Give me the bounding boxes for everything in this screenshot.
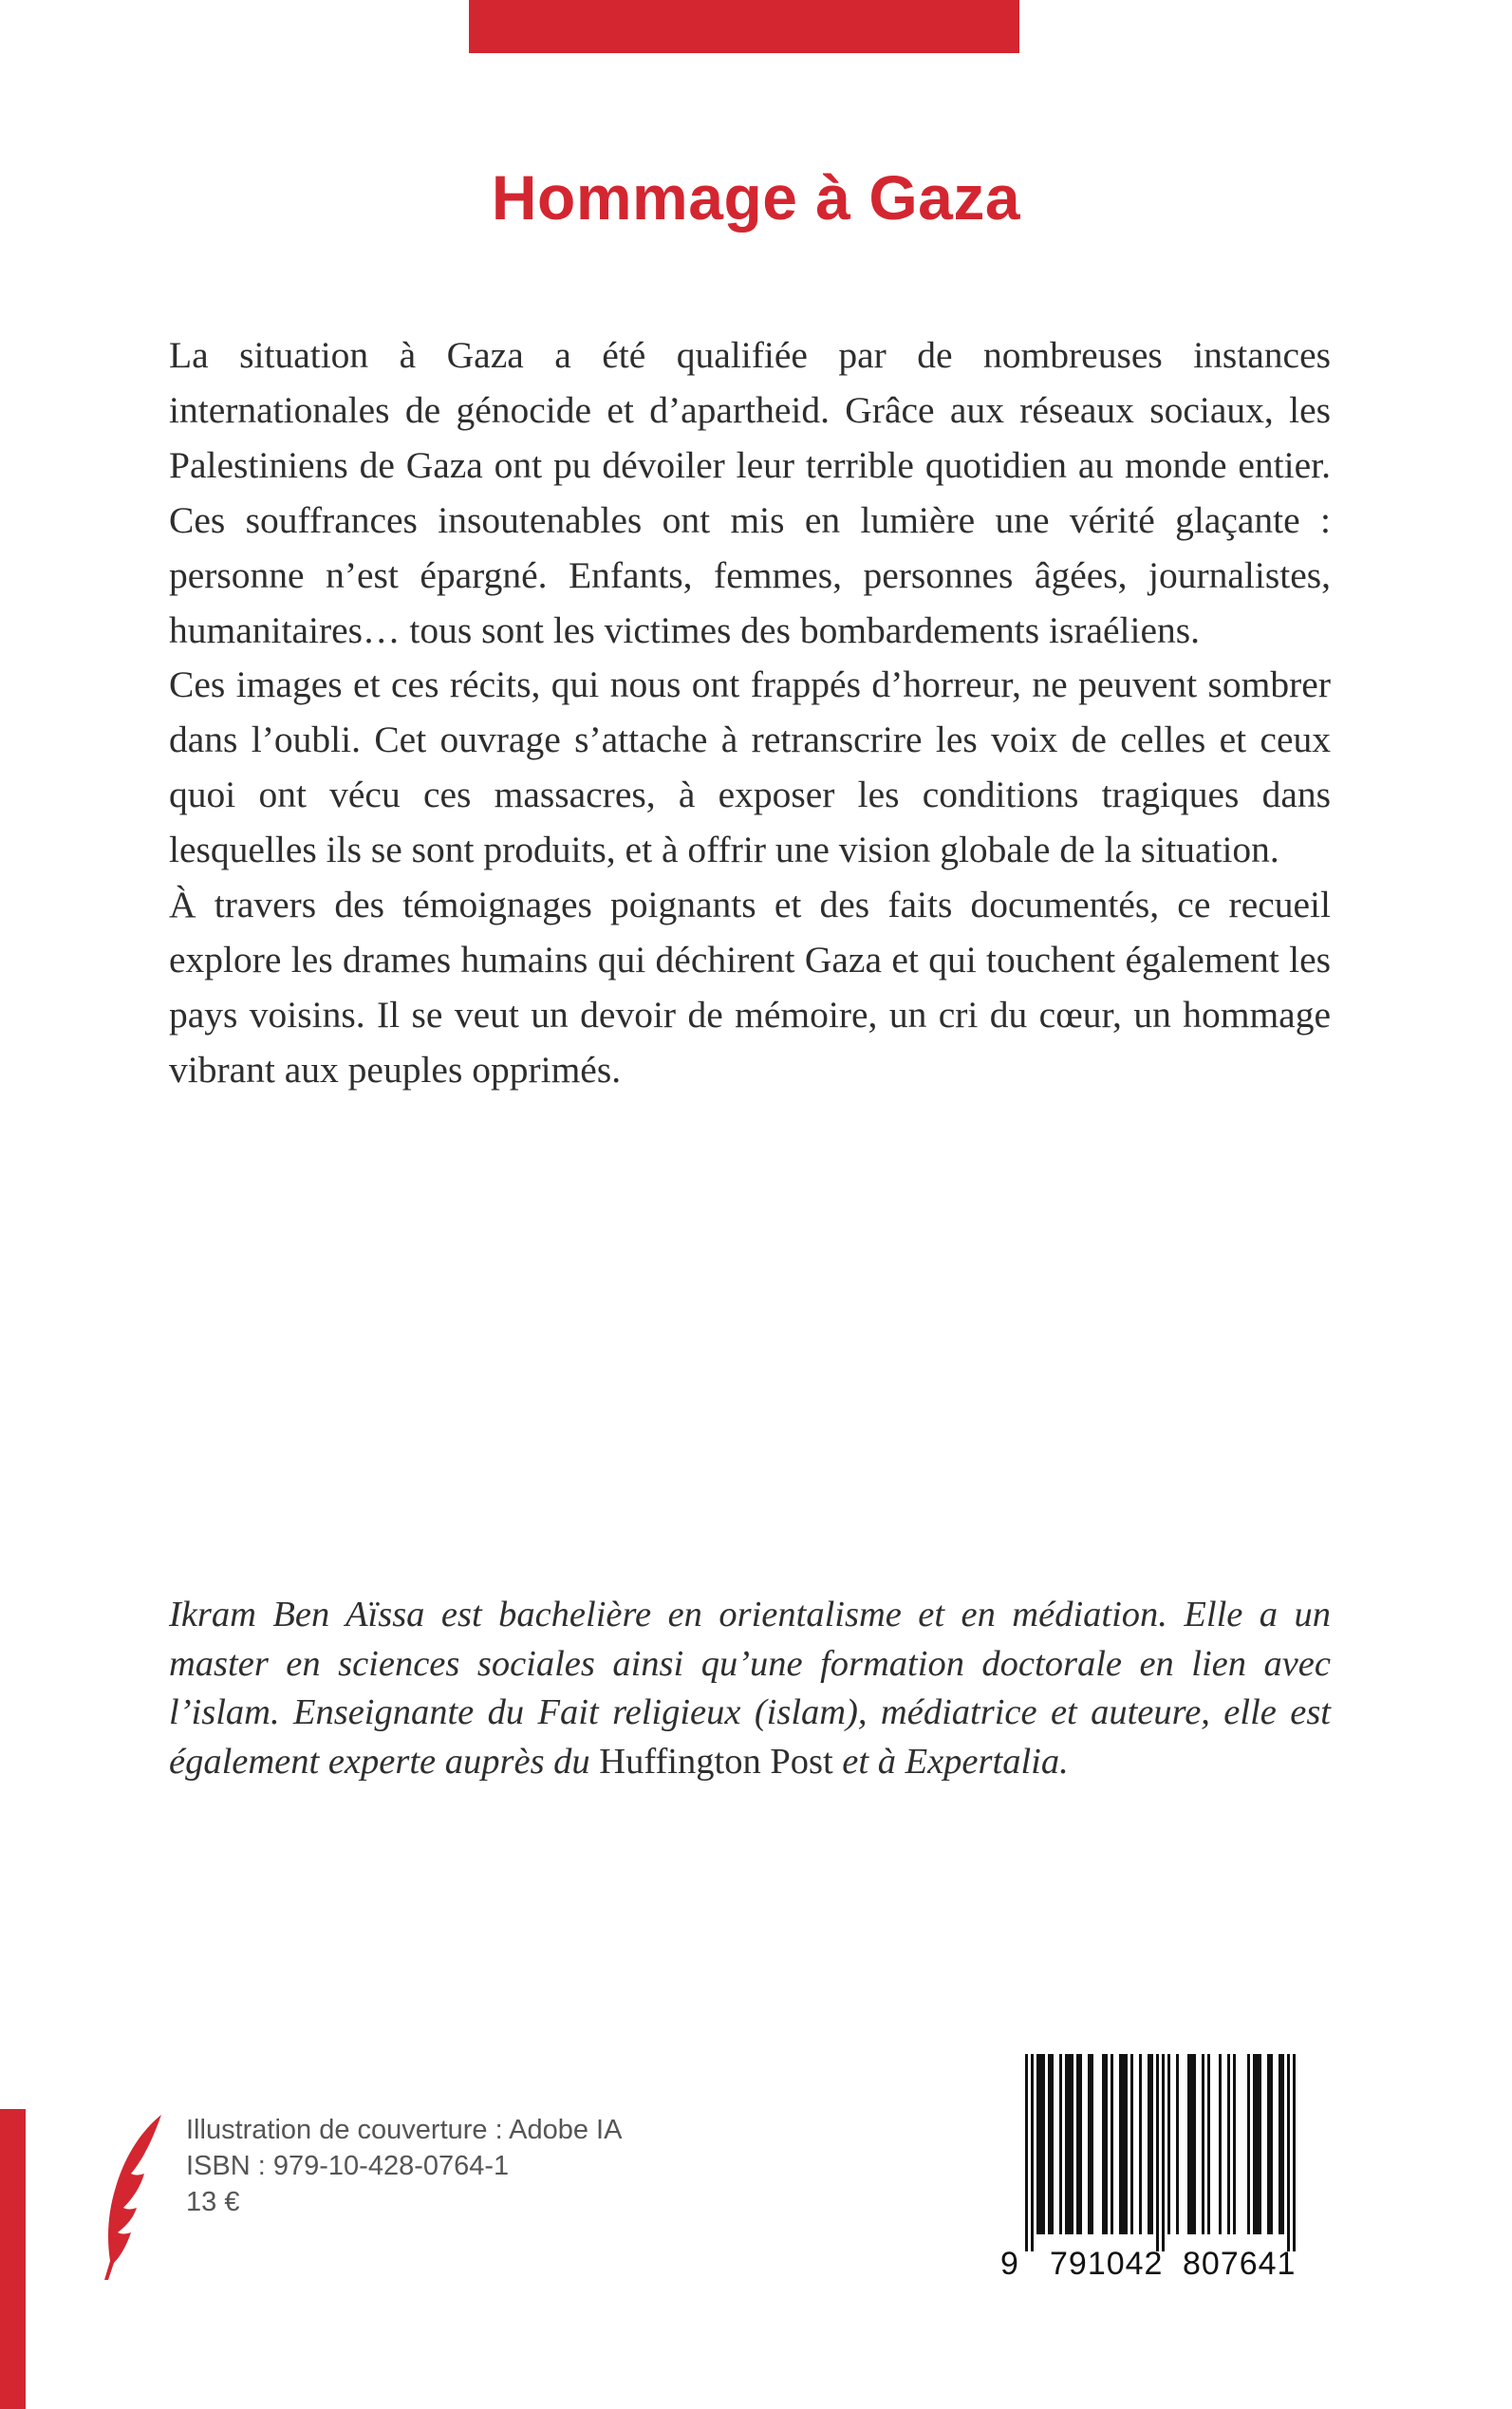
isbn-number: ISBN : 979-10-428-0764-1: [186, 2151, 510, 2181]
barcode-bar: [1156, 2054, 1159, 2251]
barcode-bar: [1162, 2054, 1165, 2251]
barcode-bar: [1270, 2054, 1273, 2234]
barcode-bar: [1150, 2054, 1153, 2234]
barcode-bar: [1042, 2054, 1045, 2234]
barcode-bar: [1247, 2054, 1250, 2234]
barcode-bar: [1059, 2054, 1062, 2234]
barcode-bar: [1039, 2054, 1042, 2234]
barcode-bar: [1219, 2054, 1222, 2234]
barcode-bar: [1279, 2054, 1281, 2234]
barcode-bar: [1267, 2054, 1270, 2234]
blurb-paragraph-3: À travers des témoignages poignants et des faits documentés, ce recueil explore les drames humains qui déchirent Gaza et qui touchent également les pays voisins. Il se veut un devoir de mémoire, un cri du cœur, un hommage vibrant aux peuples opprimés.: [169, 884, 1331, 1091]
red-feather-icon: [93, 2113, 169, 2284]
barcode-bar: [1202, 2054, 1204, 2234]
author-bio-text: Ikram Ben Aïssa est bachelière en orientalisme et en médiation. Elle a un master en sciences sociales ainsi qu’une formation doctorale en lien avec l’islam. Enseignante du Fait religieux (islam), médiatrice et auteure, elle est également experte auprès du: [169, 1595, 1331, 1782]
barcode-bar: [1130, 2054, 1133, 2234]
barcode-bar: [1076, 2054, 1079, 2234]
barcode-bar: [1281, 2054, 1284, 2234]
barcode-digits: [997, 2240, 1329, 2288]
barcode-bar: [1259, 2054, 1261, 2234]
barcode-bar: [1119, 2054, 1122, 2234]
barcode-left-group: 791042: [1050, 2246, 1164, 2282]
barcode-bar: [1051, 2054, 1054, 2234]
barcode-bar: [1287, 2054, 1290, 2251]
barcode-bar: [1122, 2054, 1125, 2234]
barcode-bar: [1227, 2054, 1230, 2234]
blurb: [169, 328, 1331, 1098]
publication-info: [186, 2112, 622, 2220]
barcode-bar: [1148, 2054, 1150, 2234]
barcode-bar: [1125, 2054, 1128, 2234]
author-bio: [169, 1591, 1331, 1786]
barcode-right-group: 807641: [1183, 2246, 1297, 2282]
barcode-bar: [1071, 2054, 1073, 2234]
left-red-band: [0, 2109, 26, 2409]
cover-illustration-credit: Illustration de couverture : Adobe IA: [186, 2115, 623, 2145]
barcode-bar: [1025, 2054, 1028, 2251]
barcode-bars: [997, 2050, 1329, 2251]
barcode-bar: [1068, 2054, 1071, 2234]
barcode-bar: [1207, 2054, 1210, 2234]
barcode-bar: [1102, 2054, 1105, 2234]
barcode-bar: [1088, 2054, 1091, 2234]
barcode-bar: [1036, 2054, 1039, 2234]
book-title: Hommage à Gaza: [491, 162, 1021, 233]
barcode-bar: [1105, 2054, 1108, 2234]
author-bio-publication: Huffington Post: [599, 1741, 833, 1782]
barcode-bar: [1190, 2054, 1193, 2234]
barcode-bar: [1256, 2054, 1259, 2234]
barcode-bar: [1176, 2054, 1179, 2234]
top-red-band: [469, 0, 1019, 53]
barcode-bar: [1293, 2054, 1296, 2251]
blurb-paragraph-2: Ces images et ces récits, qui nous ont frappés d’horreur, ne peuvent sombrer dans l’oubli. Cet ouvrage s’attache à retranscrire les voix de celles et ceux quoi ont vécu ces massacres, à exposer les conditions tragiques dans lesquelles ils se sont produits, et à offrir une vision globale de la situation.: [169, 663, 1331, 871]
author-bio-text-end: et à Expertalia.: [832, 1741, 1069, 1782]
barcode-bar: [1167, 2054, 1170, 2234]
barcode-bar: [1065, 2054, 1068, 2234]
barcode-bar: [1253, 2054, 1256, 2234]
barcode-bar: [1048, 2054, 1051, 2234]
barcode-bar: [1233, 2054, 1236, 2234]
barcode-bar: [1193, 2054, 1196, 2234]
blurb-paragraph-1: La situation à Gaza a été qualifiée par de nombreuses instances internationales de génocide et d’apartheid. Grâce aux réseaux sociaux, les Palestiniens de Gaza ont pu dévoiler leur terrible quotidien au monde entier. Ces souffrances insoutenables ont mis en lumière une vérité glaçante : personne n’est épargné. Enfants, femmes, personnes âgées, journalistes, humanitaires… tous sont les victimes des bombardements israéliens.: [169, 334, 1331, 651]
barcode-bar: [1187, 2054, 1190, 2234]
barcode-bar: [1111, 2054, 1113, 2234]
barcode-bar: [1091, 2054, 1093, 2234]
barcode-bar: [1031, 2054, 1034, 2251]
price: 13 €: [186, 2187, 240, 2217]
barcode-bar: [1079, 2054, 1082, 2234]
barcode-first-digit: 9: [1000, 2246, 1018, 2282]
isbn-barcode: [997, 2050, 1329, 2293]
barcode-bar: [1139, 2054, 1142, 2234]
